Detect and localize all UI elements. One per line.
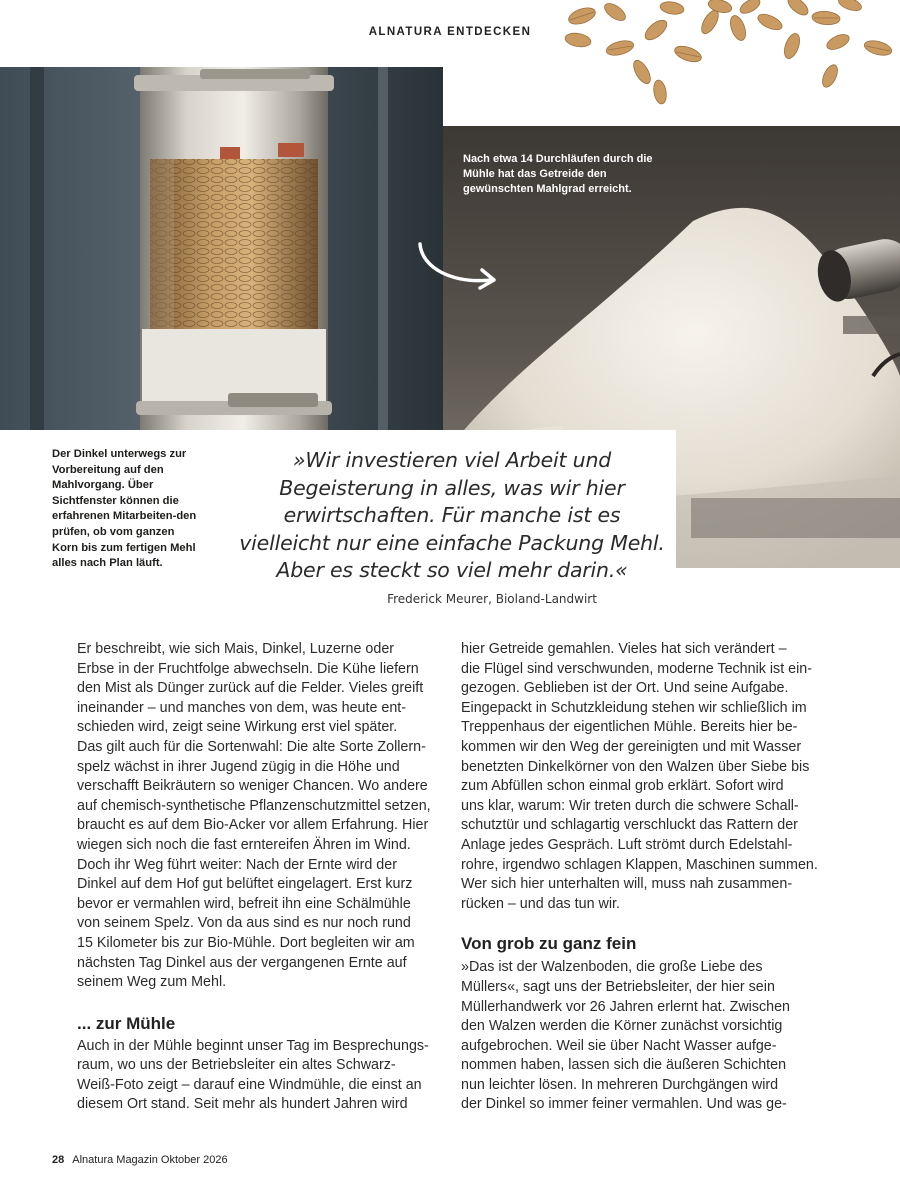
text-line: Treppenhaus der eigentlichen Mühle. Bereits hier be- [461,719,798,736]
text-line: bevor er vermahlen wird, befreit ihn eine Schälmühle [77,895,411,912]
page-footer [52,1154,228,1166]
text-line: spelz wächst in ihrer Jugend zügig in die Höhe und [77,758,400,775]
photo-caption-left: Der Dinkel unterwegs zur Vorbereitung auf den Mahlvorgang. Über Sichtfenster können die erfahrenen Mitarbeiten-den prüfen, ob vom ganzen Korn bis zum fertigen Mehl alles nach Plan läuft. [52,448,197,570]
text-line: gezogen. Geblieben ist der Ort. Und seine Aufgabe. [461,680,789,697]
pull-quote-line: Aber es steckt so viel mehr darin.« [276,558,628,582]
article-column-left [77,640,447,1115]
text-line: zum Abfüllen schon einmal grob erklärt. Sofort wird [461,778,784,795]
text-line: Er beschreibt, wie sich Mais, Dinkel, Luzerne oder [77,641,395,657]
section-heading: ... zur Mühle [77,1013,176,1033]
article-column-right [461,640,831,1115]
text-line: hier Getreide gemahlen. Vieles hat sich verändert – [461,641,787,657]
text-line: auf chemisch-synthetische Pflanzenschutzmittel setzen, [77,797,431,814]
text-line: Weiß-Foto zeigt – darauf eine Windmühle, die einst an [77,1076,422,1093]
pull-quote-line: Begeisterung in alles, was wir hier [279,475,625,500]
photo-caption: Nach etwa 14 Durchläufen durch die Mühle hat das Getreide den gewünschten Mahlgrad erreicht. [463,153,653,195]
text-line: Wer sich hier unterhalten will, muss nah zusammen- [461,876,793,893]
pull-quote-line: erwirtschaften. Für manche ist es [283,503,621,527]
text-line: Das gilt auch für die Sortenwahl: Die alte Sorte Zollern- [77,738,426,755]
text-line: benetzten Dinkelkörner von den Walzen über Siebe bis [461,758,810,775]
text-line: »Das ist der Walzenboden, die große Liebe des [461,959,763,976]
grains-decoration [560,0,900,120]
text-line: verschafft Beikräutern so weniger Chancen. Wo andere [77,778,428,795]
text-line: nun leichter lösen. In mehreren Durchgängen wird [461,1076,779,1093]
body-text [77,1037,447,1115]
body-text [461,640,831,914]
text-line: den Mist als Dünger zurück auf die Felder. Vieles greift [77,680,424,697]
text-line: Auch in der Mühle beginnt unser Tag im Besprechungs- [77,1037,429,1054]
text-line: den Walzen werden die Körner zunächst vorsichtig [461,1018,783,1035]
text-line: Dinkel auf dem Hof gut belüftet eingelagert. Erst kurz [77,876,413,893]
page-number: 28 [52,1154,65,1166]
text-line: Erbse in der Fruchtfolge abwechseln. Die Kühe liefern [77,660,419,677]
text-line: Müllerhandwerk vor 26 Jahren erlernt hat. Zwischen [461,998,790,1015]
text-line: braucht es auf dem Bio-Acker vor allem Erfahrung. Hier [77,817,429,834]
body-text [77,640,447,993]
text-line: uns klar, warum: Wir treten durch die schwere Schall- [461,797,799,814]
curved-arrow-icon [412,238,502,294]
text-line: wiegen sich noch die fast erntereifen Ähren im Wind. [77,836,411,853]
text-line: Müllers«, sagt uns der Betriebsleiter, der hier sein [461,978,775,995]
body-text [461,958,831,1115]
text-line: raum, wo uns der Betriebsleiter ein altes Schwarz- [77,1057,396,1074]
text-line: die Flügel sind verschwunden, moderne Technik ist ein- [461,660,812,677]
text-line: ineinander – und manches von dem, was heute ent- [77,699,407,716]
quote-attribution: Frederick Meurer, Bioland-Landwirt [387,592,597,606]
text-line: Doch ihr Weg führt weiter: Nach der Ernte wird der [77,856,397,873]
text-line: aufgebrochen. Weil sie über Nacht Wasser aufge- [461,1037,777,1054]
text-line: schutztür und schlagartig verschluckt das Rattern der [461,817,798,834]
text-line: diesem Ort stand. Seit mehr als hundert Jahren wird [77,1096,408,1113]
text-line: seinem Weg zum Mehl. [77,974,227,991]
text-line: nächsten Tag Dinkel aus der vergangenen Ernte auf [77,954,407,971]
text-line: kommen wir den Weg der gereinigten und mit Wasser [461,738,802,755]
section-heading: Von grob zu ganz fein [461,934,637,954]
text-line: rücken – und das tun wir. [461,895,620,912]
text-line: Anlage jedes Gespräch. Luft strömt durch Edelstahl- [461,836,793,853]
text-line: Eingepackt in Schutzkleidung stehen wir schließlich im [461,699,807,716]
grain-sight-glass-photo [0,67,443,430]
text-line: nommen haben, lassen sich die äußeren Schichten [461,1057,787,1074]
publication-name: Alnatura Magazin Oktober 2026 [72,1154,228,1166]
pull-quote-line: vielleicht nur eine einfache Packung Mehl. [239,530,665,555]
section-label: ALNATURA ENTDECKEN [368,26,532,38]
text-line: rohre, irgendwo schlagen Klappen, Maschinen summen. [461,856,818,873]
text-line: 15 Kilometer bis zur Bio-Mühle. Dort begleiten wir am [77,934,415,951]
text-line: schieden wird, zeigt seine Wirkung erst viel später. [77,719,398,736]
pull-quote-line: »Wir investieren viel Arbeit und [292,448,612,472]
text-line: von seinem Spelz. Von da aus sind es nur noch rund [77,915,411,932]
pull-quote [232,447,672,585]
text-line: der Dinkel so immer feiner vermahlen. Und was ge- [461,1096,787,1113]
